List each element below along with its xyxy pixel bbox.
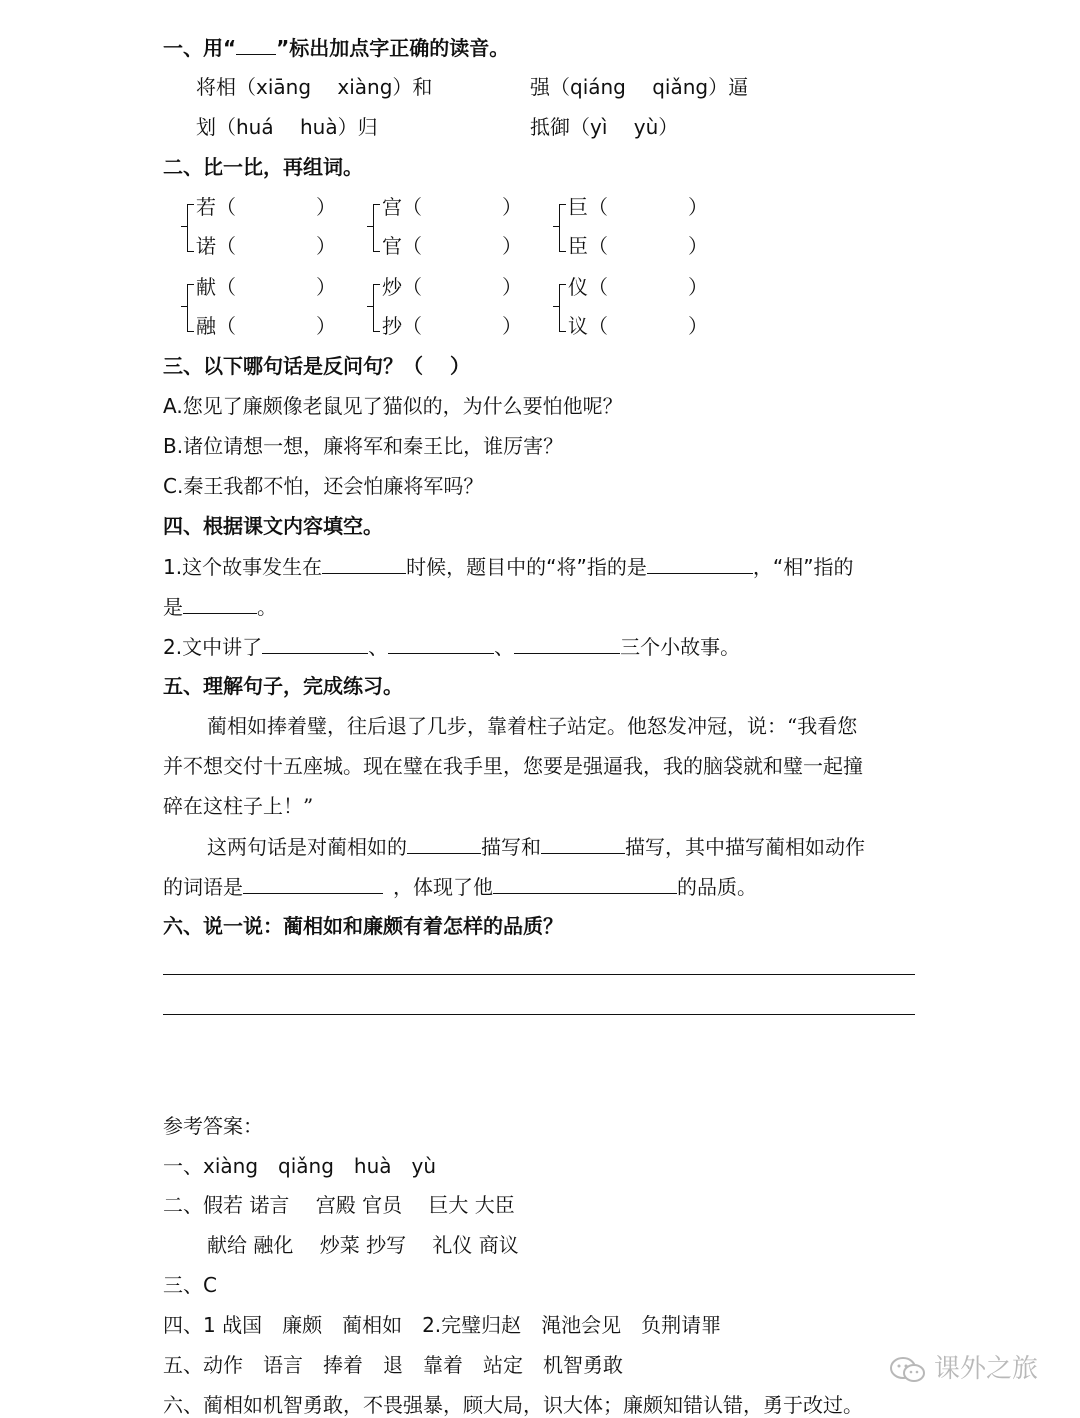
q1-title-blank — [236, 34, 276, 55]
q5-blank — [243, 873, 383, 894]
q2-brace — [553, 284, 561, 332]
answer-3: 三、C — [163, 1273, 217, 1297]
q2-word-2a: 宫（ ） — [382, 195, 522, 219]
answer-6: 六、蔺相如机智勇敢，不畏强暴，顾大局，识大体；廉颇知错认错，勇于改过。 — [163, 1393, 863, 1417]
q2-brace — [367, 204, 375, 252]
q6-title: 六、说一说：蔺相如和廉颇有着怎样的品质？ — [163, 914, 563, 938]
answers-heading: 参考答案： — [163, 1114, 263, 1138]
q4-line-2: 是 。 — [163, 595, 277, 619]
q5-blank — [493, 873, 677, 894]
q2-word-5a: 炒（ ） — [382, 275, 522, 299]
q6-answer-line-1 — [163, 974, 915, 975]
q4-blank — [322, 553, 406, 574]
q5-fill-2: 的词语是 ，体现了他 的品质。 — [163, 875, 757, 899]
answer-5: 五、动作 语言 捧着 退 靠着 站定 机智勇敢 — [163, 1353, 623, 1377]
q2-word-6a: 仪（ ） — [568, 275, 708, 299]
q2-word-1a: 若（ ） — [196, 195, 336, 219]
answer-4: 四、1 战国 廉颇 蔺相如 2.完璧归赵 渑池会见 负荆请罪 — [163, 1313, 722, 1337]
q2-word-4b: 融（ ） — [196, 314, 336, 338]
q4-blank — [514, 633, 620, 654]
q4-line-1: 1.这个故事发生在 时候，题目中的“将”指的是 ，“相”指的 — [163, 555, 854, 579]
q1-item-3: 划（huá huà）归 — [196, 115, 378, 139]
q3-option-b: B.诸位请想一想，廉将军和秦王比，谁厉害？ — [163, 434, 564, 458]
q1-item-4: 抵御（yì yù） — [530, 115, 679, 139]
q1-item-1: 将相（xiāng xiàng）和 — [196, 75, 433, 99]
answer-2-line-1: 二、假若 诺言 宫殿 官员 巨大 大臣 — [163, 1193, 515, 1217]
q2-brace — [367, 284, 375, 332]
q5-passage-line-1: 蔺相如捧着璧，往后退了几步，靠着柱子站定。他怒发冲冠，说：“我看您 — [207, 714, 858, 738]
q2-word-6b: 议（ ） — [568, 314, 708, 338]
watermark: 课外之旅 — [888, 1348, 1038, 1385]
q2-brace — [181, 284, 189, 332]
q2-word-3b: 臣（ ） — [568, 234, 708, 258]
wechat-icon — [888, 1355, 928, 1385]
q2-title: 二、比一比，再组词。 — [163, 155, 363, 179]
q5-fill-1: 这两句话是对蔺相如的 描写和 描写，其中描写蔺相如动作 — [207, 835, 865, 859]
answer-2-line-2: 献给 融化 炒菜 抄写 礼仪 商议 — [207, 1233, 519, 1257]
q4-line-3: 2.文中讲了 、 、 三个小故事。 — [163, 635, 741, 659]
q2-word-1b: 诺（ ） — [196, 234, 336, 258]
q6-answer-line-2 — [163, 1014, 915, 1015]
q3-option-a: A.您见了廉颇像老鼠见了猫似的，为什么要怕他呢？ — [163, 394, 623, 418]
answer-1: 一、xiàng qiǎng huà yù — [163, 1154, 437, 1178]
q5-title: 五、理解句子，完成练习。 — [163, 674, 403, 698]
q5-passage-line-3: 碎在这柱子上！” — [163, 794, 314, 818]
q2-brace — [181, 204, 189, 252]
q3-title: 三、以下哪句话是反问句？（ ） — [163, 354, 470, 378]
q4-blank — [262, 633, 368, 654]
q2-brace — [553, 204, 561, 252]
q2-word-3a: 巨（ ） — [568, 195, 708, 219]
q2-word-2b: 官（ ） — [382, 234, 522, 258]
q4-blank — [647, 553, 753, 574]
q1-item-2: 强（qiáng qiǎng）逼 — [530, 75, 749, 99]
q3-option-c: C.秦王我都不怕，还会怕廉将军吗？ — [163, 474, 484, 498]
q4-blank — [388, 633, 494, 654]
q4-title: 四、根据课文内容填空。 — [163, 514, 383, 538]
q5-passage-line-2: 并不想交付十五座城。现在璧在我手里，您要是强逼我，我的脑袋就和璧一起撞 — [163, 754, 863, 778]
q5-blank — [407, 833, 481, 854]
q4-blank — [183, 593, 257, 614]
q2-word-4a: 献（ ） — [196, 275, 336, 299]
q2-word-5b: 抄（ ） — [382, 314, 522, 338]
q1-title: 一、用“ ”标出加点字正确的读音。 — [163, 36, 510, 60]
q5-blank — [541, 833, 625, 854]
